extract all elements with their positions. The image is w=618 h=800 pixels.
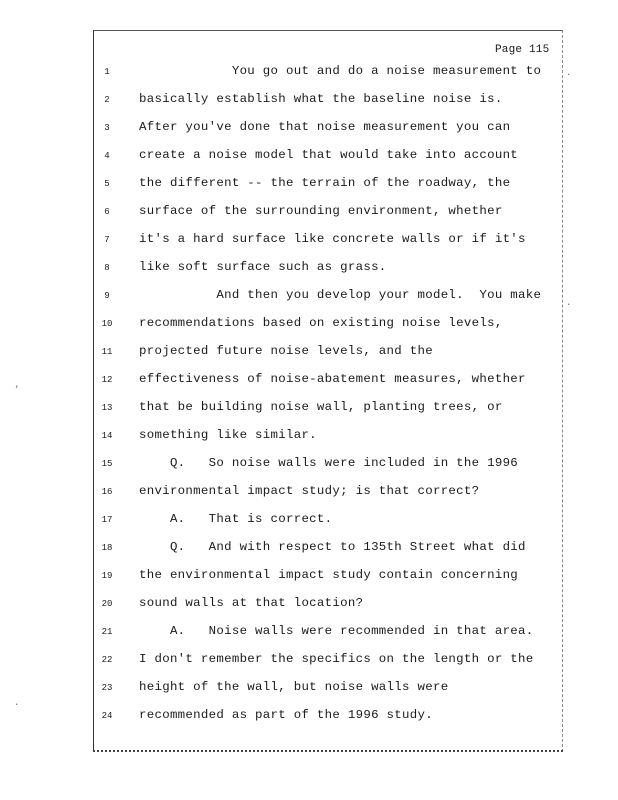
scan-artifact: · — [566, 300, 572, 310]
transcript-line — [0, 316, 618, 336]
transcript-line — [0, 624, 618, 644]
line-number: 5 — [104, 179, 110, 189]
line-text: height of the wall, but noise walls were — [139, 680, 449, 694]
transcript-line — [0, 92, 618, 112]
line-number: 12 — [101, 375, 113, 385]
transcript-line — [0, 400, 618, 420]
transcript-line — [0, 680, 618, 700]
line-number: 7 — [104, 235, 110, 245]
transcript-line — [0, 204, 618, 224]
bottom-rule — [93, 750, 563, 752]
line-text: create a noise model that would take into account — [139, 148, 519, 162]
line-text: recommendations based on existing noise levels, — [139, 316, 503, 330]
line-number: 21 — [101, 627, 113, 637]
line-number: 9 — [104, 291, 110, 301]
line-text: Q. And with respect to 135th Street what did — [139, 540, 526, 554]
scan-artifact: ’ — [14, 385, 20, 395]
line-number: 13 — [101, 403, 113, 413]
transcript-line — [0, 596, 618, 616]
transcript-line — [0, 512, 618, 532]
line-text: it's a hard surface like concrete walls or if it's — [139, 232, 526, 246]
line-text: the different -- the terrain of the roadway, the — [139, 176, 511, 190]
line-text: environmental impact study; is that correct? — [139, 484, 480, 498]
scan-artifact: · — [566, 70, 572, 80]
line-number: 15 — [101, 459, 113, 469]
line-text: A. That is correct. — [139, 512, 333, 526]
line-number: 23 — [101, 683, 113, 693]
line-number: 24 — [101, 711, 113, 721]
line-number: 10 — [101, 319, 113, 329]
line-number: 19 — [101, 571, 113, 581]
line-text: projected future noise levels, and the — [139, 344, 433, 358]
transcript-line — [0, 652, 618, 672]
transcript-line — [0, 456, 618, 476]
transcript-line — [0, 232, 618, 252]
line-text: You go out and do a noise measurement to — [139, 64, 542, 78]
line-text: I don't remember the specifics on the length or the — [139, 652, 534, 666]
transcript-line — [0, 484, 618, 504]
line-text: sound walls at that location? — [139, 596, 364, 610]
line-number: 6 — [104, 207, 110, 217]
transcript-line — [0, 372, 618, 392]
transcript-line — [0, 708, 618, 728]
line-number: 22 — [101, 655, 113, 665]
transcript-line — [0, 428, 618, 448]
line-text: like soft surface such as grass. — [139, 260, 387, 274]
line-number: 8 — [104, 263, 110, 273]
line-number: 17 — [101, 515, 113, 525]
line-text: A. Noise walls were recommended in that area. — [139, 624, 534, 638]
line-number: 14 — [101, 431, 113, 441]
line-text: surface of the surrounding environment, whether — [139, 204, 503, 218]
line-text: something like similar. — [139, 428, 317, 442]
transcript-line — [0, 288, 618, 308]
line-text: that be building noise wall, planting trees, or — [139, 400, 503, 414]
scan-artifact: · — [14, 700, 20, 710]
line-text: Q. So noise walls were included in the 1996 — [139, 456, 519, 470]
transcript-line — [0, 344, 618, 364]
line-number: 4 — [104, 151, 110, 161]
line-number: 11 — [101, 347, 113, 357]
transcript-line — [0, 176, 618, 196]
transcript-line — [0, 540, 618, 560]
transcript-line — [0, 260, 618, 280]
page-number-label: Page 115 — [495, 44, 550, 56]
transcript-line — [0, 148, 618, 168]
line-text: effectiveness of noise-abatement measures, whether — [139, 372, 526, 386]
transcript-line — [0, 568, 618, 588]
line-text: the environmental impact study contain concerning — [139, 568, 519, 582]
line-text: basically establish what the baseline noise is. — [139, 92, 503, 106]
line-number: 16 — [101, 487, 113, 497]
transcript-line — [0, 120, 618, 140]
line-text: And then you develop your model. You make — [139, 288, 542, 302]
line-number: 3 — [104, 123, 110, 133]
line-text: recommended as part of the 1996 study. — [139, 708, 433, 722]
transcript-line — [0, 64, 618, 84]
line-text: After you've done that noise measurement you can — [139, 120, 511, 134]
line-number: 1 — [104, 67, 110, 77]
line-number: 2 — [104, 95, 110, 105]
line-number: 20 — [101, 599, 113, 609]
line-number: 18 — [101, 543, 113, 553]
